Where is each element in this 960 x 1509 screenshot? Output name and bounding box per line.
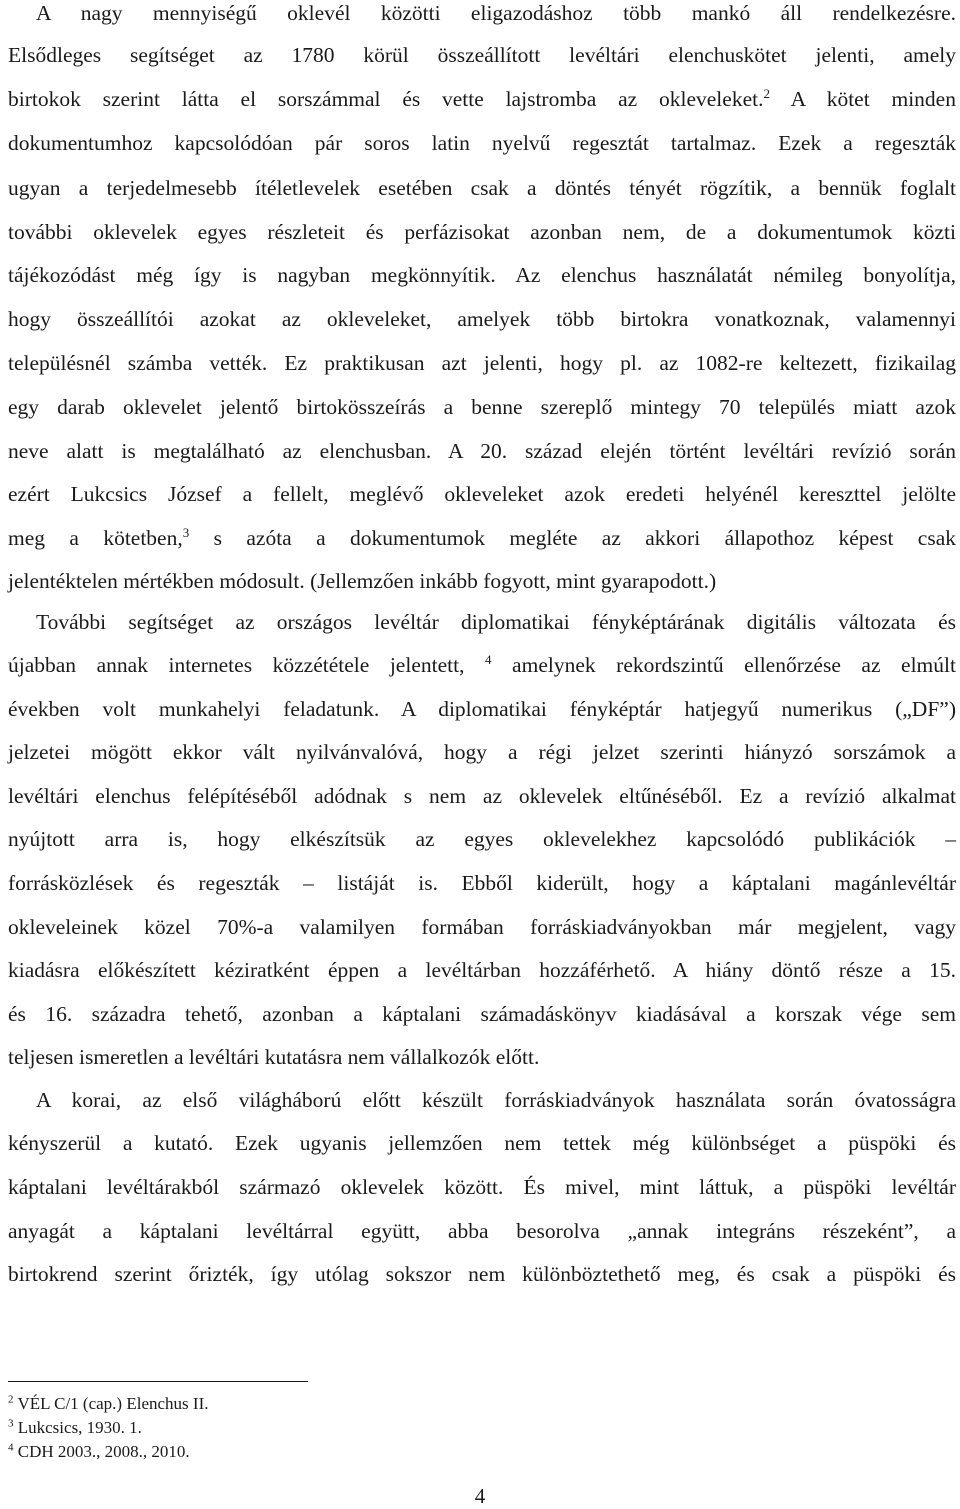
paragraph-line: nyújtott arra is, hogy elkészítsük az egyes oklevelekhez kapcsolódó publikációk – <box>8 827 956 851</box>
footnote <box>8 1394 208 1414</box>
line-text: amelynek rekordszintű ellenőrzése az elmúlt <box>512 653 956 677</box>
paragraph-line: jelzetei mögött ekkor vált nyilvánvalóvá, hogy a régi jelzet szerinti hiányzó sorszámok a <box>8 740 956 764</box>
paragraph-line: káptalani levéltárakból származó oklevelek között. És mivel, mint láttuk, a püspöki levéltár <box>8 1175 956 1199</box>
footnote-ref-3[interactable]: 3 <box>182 524 190 540</box>
paragraph-line: kiadásra előkészített kéziratként éppen a levéltárban hozzáférhető. A hiány döntő része a 15. <box>8 958 956 982</box>
footnote-divider <box>8 1381 308 1382</box>
page-number: 4 <box>474 1484 486 1508</box>
footnote <box>8 1418 142 1438</box>
paragraph-line: okleveleinek közel 70%-a valamilyen formában forráskiadványokban már megjelent, vagy <box>8 915 956 939</box>
paragraph-line: hogy összeállítói azokat az okleveleket, amelyek több birtokra vonatkoznak, valamennyi <box>8 307 956 331</box>
footnote-ref-2[interactable]: 2 <box>763 85 770 101</box>
paragraph-line: A nagy mennyiségű oklevél közötti eligazodáshoz több mankó áll rendelkezésre. <box>36 1 956 25</box>
footnote-ref-4[interactable]: 4 <box>485 651 492 667</box>
paragraph-line: teljesen ismeretlen a levéltári kutatásra nem vállalkozók előtt. <box>8 1045 540 1069</box>
paragraph-line: neve alatt is megtalálható az elenchusban. A 20. század elején történt levéltári revízió során <box>8 439 956 463</box>
footnote-text: CDH 2003., 2008., 2010. <box>17 1442 190 1461</box>
paragraph-line <box>8 86 956 112</box>
paragraph-line: és 16. századra tehető, azonban a káptalani számadáskönyv kiadásával a korszak vége sem <box>8 1002 956 1026</box>
paragraph-line: években volt munkahelyi feladatunk. A diplomatikai fényképtár hatjegyű numerikus („DF”) <box>8 697 956 721</box>
paragraph-line: forrásközlések és regeszták – listáját is. Ebből kiderült, hogy a káptalani magánlevéltár <box>8 871 956 895</box>
footnote-marker: 4 <box>8 1441 14 1454</box>
paragraph-line: jelentéktelen mértékben módosult. (Jellemzően inkább fogyott, mint gyarapodott.) <box>8 569 717 593</box>
line-text: A kötet minden <box>790 87 956 111</box>
footnote-marker: 2 <box>8 1393 14 1406</box>
paragraph-line: levéltári elenchus felépítéséből adódnak s nem az oklevelek eltűnéséből. Ez a revízió alkalmat <box>8 784 956 808</box>
paragraph-line: Elsődleges segítséget az 1780 körül összeállított levéltári elenchuskötet jelenti, amely <box>8 43 956 67</box>
paragraph-line: anyagát a káptalani levéltárral együtt, abba besorolva „annak integráns részeként”, a <box>8 1219 956 1243</box>
line-text: újabban annak internetes közzététele jelentett, <box>8 653 465 677</box>
paragraph-line: kényszerül a kutató. Ezek ugyanis jellemzően nem tettek még különbséget a püspöki és <box>8 1131 956 1155</box>
paragraph-line: egy darab oklevelet jelentő birtokösszeírás a benne szereplő mintegy 70 település miatt azok <box>8 395 956 419</box>
footnote <box>8 1442 190 1462</box>
paragraph-line <box>8 652 956 678</box>
line-text: meg a kötetben, <box>8 526 183 550</box>
line-text: s azóta a dokumentumok megléte az akkori állapothoz képest csak <box>213 526 957 550</box>
paragraph-line: birtokrend szerint őrizték, így utólag sokszor nem különböztethető meg, és csak a püspöki és <box>8 1262 956 1286</box>
paragraph-line: dokumentumhoz kapcsolódóan pár soros latin nyelvű regesztát tartalmaz. Ezek a regeszták <box>8 131 956 155</box>
paragraph-line: ezért Lukcsics József a fellelt, meglévő okleveleket azok eredeti helyénél kereszttel jelölte <box>8 482 956 506</box>
footnote-text: Lukcsics, 1930. 1. <box>17 1418 142 1437</box>
line-text: birtokok szerint látta el sorszámmal és vette lajstromba az okleveleket. <box>8 87 764 111</box>
paragraph-line: településnél számba vették. Ez praktikusan azt jelenti, hogy pl. az 1082-re keltezett, fizikailag <box>8 351 956 375</box>
paragraph-line: A korai, az első világháború előtt készült forráskiadványok használata során óvatosságra <box>36 1088 956 1112</box>
paragraph-line: ugyan a terjedelmesebb ítéletlevelek esetében csak a döntés tényét rögzítik, a bennük foglalt <box>8 176 956 200</box>
footnote-marker: 3 <box>8 1417 14 1430</box>
paragraph-line: További segítséget az országos levéltár diplomatikai fényképtárának digitális változata és <box>36 610 956 634</box>
paragraph-line: további oklevelek egyes részleteit és perfázisokat azonban nem, de a dokumentumok közti <box>8 220 956 244</box>
footnote-text: VÉL C/1 (cap.) Elenchus II. <box>17 1394 209 1413</box>
paragraph-line: tájékozódást még így is nagyban megkönnyítik. Az elenchus használatát némileg bonyolítja, <box>8 263 956 287</box>
paragraph-line <box>8 525 956 551</box>
